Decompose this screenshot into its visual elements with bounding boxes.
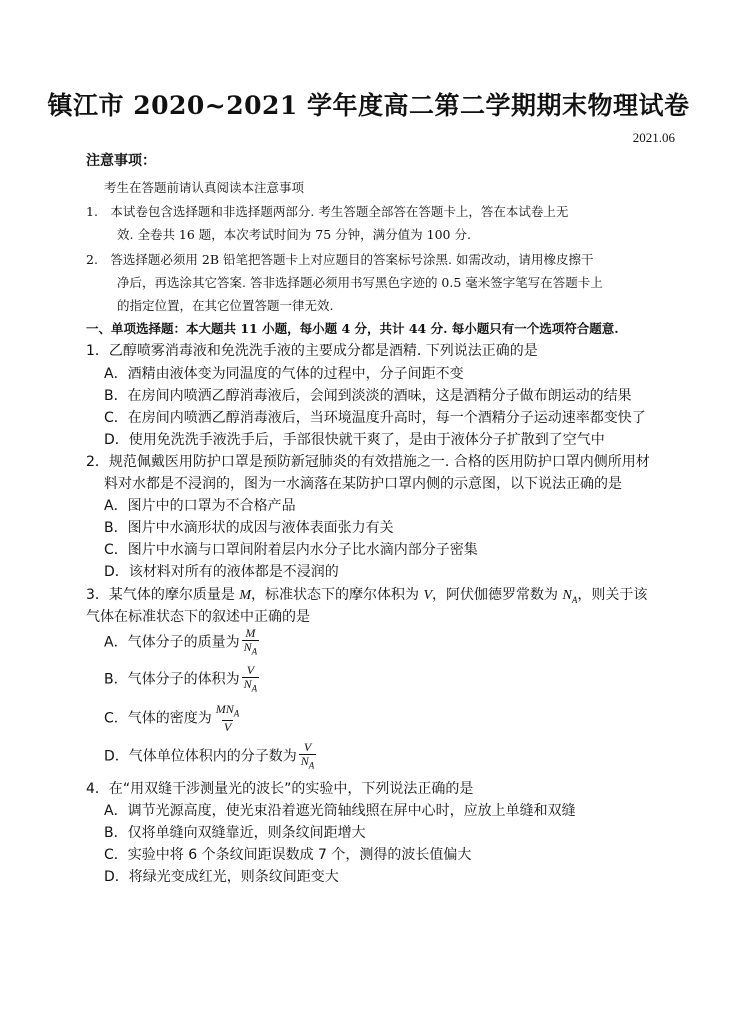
question-3-stem-part-4: ，则关于该 [577,587,648,603]
notice-item-1-line-2: 效. 全卷共 16 题，本次考试时间为 75 分钟，满分值为 100 分. [117,227,471,242]
option-d-text: D．气体单位体积内的分子数为 [104,748,297,765]
question-2-option-a: A．图片中的口罩为不合格产品 [104,498,296,514]
question-2-stem-line-1: 2．规范佩戴医用防护口罩是预防新冠肺炎的有效措施之一. 合格的医用防护口罩内侧所用材 [86,454,650,470]
notice-item-2-line-2: 净后，再选涂其它答案. 答非选择题必须用书写黑色字迹的 0.5 毫米签字笔写在答题卡上 [117,275,603,290]
question-4-option-c: C．实验中将 6 个条纹间距误数成 7 个，测得的波长值偏大 [104,847,472,863]
option-b-text: B．气体分子的体积为 [104,671,240,688]
notice-heading: 注意事项： [86,153,156,169]
notice-intro: 考生在答题前请认真阅读本注意事项 [104,180,305,195]
question-3-stem-part-3: ，阿伏伽德罗常数为 [432,587,563,603]
question-3-option-a [104,627,259,658]
question-3-stem-line-2: 气体在标准状态下的叙述中正确的是 [86,609,310,625]
option-a-text: A．气体分子的质量为 [104,634,240,651]
question-4-option-d: D．将绿光变成红光，则条纹间距变大 [104,869,339,885]
question-2-option-d: D．该材料对所有的液体都是不浸润的 [104,564,339,580]
question-2-option-b: B．图片中水滴形状的成因与液体表面张力有关 [104,520,394,536]
question-3-option-b [104,664,259,695]
question-4-option-a: A．调节光源高度，使光束沿着遮光筒轴线照在屏中心时，应放上单缝和双缝 [104,803,576,819]
question-1-option-c: C．在房间内喷洒乙醇消毒液后，当环境温度升高时，每一个酒精分子运动速率都变快了 [104,410,646,426]
notice-item-2-line-1: 2. 答选择题必须用 2B 铅笔把答题卡上对应题目的答案标号涂黑. 如需改动，请用橡皮擦干 [86,252,594,267]
var-v: V [423,588,433,603]
question-3-stem-part-2: ，标准状态下的摩尔体积为 [251,587,424,603]
question-3-option-c [104,703,241,734]
fraction-v-over-na-2: $\frac{V}{N_A}$ [300,740,315,771]
notice-item-2-line-3: 的指定位置，在其它位置答题一律无效. [117,298,334,313]
question-3-stem-part-1: 3．某气体的摩尔质量是 [86,587,240,603]
question-3-stem-line-1 [86,586,647,609]
option-c-text: C．气体的密度为 [104,710,212,727]
exam-date: 2021.06 [632,130,675,145]
page-title: 镇江市 2020~2021 学年度高二第二学期期末物理试卷 [47,91,690,120]
question-3-option-d [104,741,316,772]
question-1-option-a: A．酒精由液体变为同温度的气体的过程中，分子间距不变 [104,366,464,382]
question-4-stem: 4．在“用双缝干涉测量光的波长”的实验中，下列说法正确的是 [86,781,474,797]
question-2-option-c: C．图片中水滴与口罩间附着层内水分子比水滴内部分子密集 [104,542,478,558]
fraction-mna-over-v: $\frac{MN_A}{V}$ [215,702,240,735]
var-na: $N_A$ [562,588,578,605]
question-1-option-d: D．使用免洗洗手液洗手后，手部很快就干爽了，是由于液体分子扩散到了空气中 [104,432,605,448]
section-heading: 一、单项选择题：本大题共 11 小题，每小题 4 分，共计 44 分. 每小题只有一个选项符合题意. [86,321,619,336]
question-2-stem-line-2: 料对水都是不浸润的，图为一水滴落在某防护口罩内侧的示意图，以下说法正确的是 [104,476,622,492]
question-1-option-b: B．在房间内喷洒乙醇消毒液后，会闻到淡淡的酒味，这是酒精分子做布朗运动的结果 [104,388,632,404]
var-m: M [239,588,252,603]
fraction-v-over-na: $\frac{V}{N_A}$ [243,663,258,694]
question-1-stem: 1．乙醇喷雾消毒液和免洗洗手液的主要成分都是酒精. 下列说法正确的是 [86,343,538,359]
fraction-m-over-na: $\frac{M}{N_A}$ [243,626,258,657]
question-4-option-b: B．仅将单缝向双缝靠近，则条纹间距增大 [104,825,366,841]
notice-item-1-line-1: 1. 本试卷包含选择题和非选择题两部分. 考生答题全部答在答题卡上，答在本试卷上无 [86,204,569,219]
